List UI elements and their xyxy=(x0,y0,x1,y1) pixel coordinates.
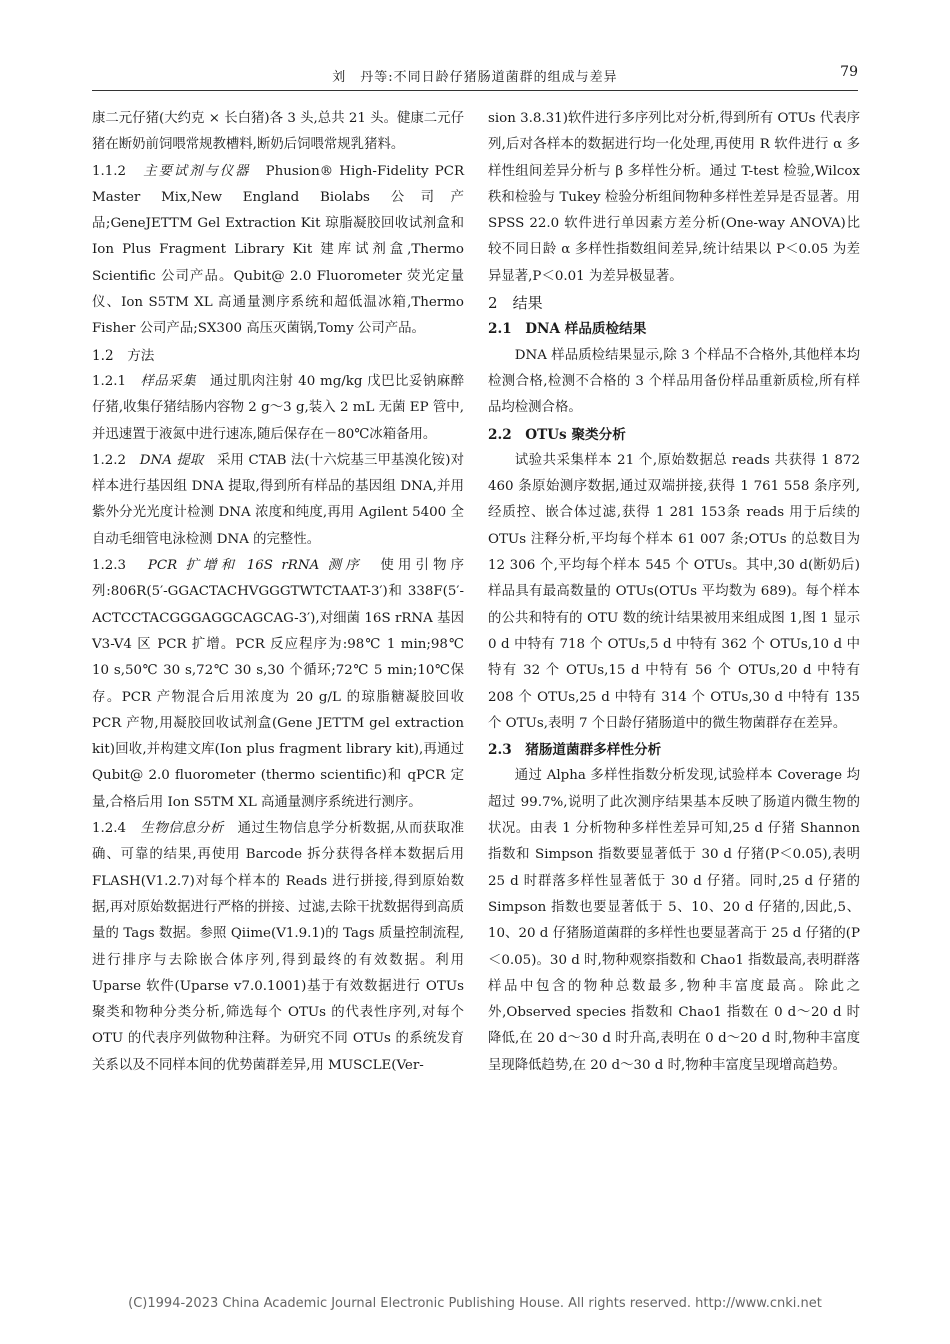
section-title: 样品采集 xyxy=(140,373,197,389)
section-number: 1.2.2 xyxy=(92,452,127,468)
section-title: 生物信息分析 xyxy=(140,821,224,837)
continued-paragraph: sion 3.8.31)软件进行多序列比对分析,得到所有 OTUs 代表序列,后对各样本的数据进行均一化处理,再使用 R 软件进行 α 多样性组间差异分析与 β 多样性分析。通过 T-test 检验,Wilcox 秩和检验与 Tukey 检验分析组间物种多样性差异是否显著。用 SPSS 22.0 软件进行单因素方差分析(One-way ANOVA)比较不同日龄 α 多样性指数组间差异,统计结果以 P＜0.05 为差异显著,P＜0.01 为差异极显著。 xyxy=(488,111,860,284)
section-1-2-4 xyxy=(92,816,464,1079)
section-number: 1.2.3 xyxy=(92,558,127,574)
section-title: OTUs 聚类分析 xyxy=(525,426,626,443)
section-number: 2.2 xyxy=(488,426,512,443)
running-header xyxy=(92,64,858,91)
section-number: 1.1.2 xyxy=(92,163,127,179)
section-number: 1.2 xyxy=(92,347,114,364)
section-2-3-text: 通过 Alpha 多样性指数分析发现,试验样本 Coverage 均超过 99.7%,说明了此次测序结果基本反映了肠道内微生物的状况。由表 1 分析物种多样性差异可知,25 d 仔猪 Shannon 指数和 Simpson 指数要显著低于 30 d 仔猪(P＜0.05),表明 25 d 时群落多样性显著低于 30 d 仔猪。同时,25 d 仔猪的 Simpson 指数也要显著低于 5、10、20 d 仔猪的,因此,5、10、20 d 仔猪肠道菌群的多样性也要显著高于 25 d 仔猪的(P＜0.05)。30 d 时,物种观察指数和 Chao1 指数最高,表明群落样品中包含的物种总数最多,物种丰富度最高。除此之外,Observed species 指数和 Chao1 指数在 0 d～20 d 时降低,在 20 d～30 d 时升高,表明在 0 d～20 d 时,物种丰富度呈现降低趋势,在 20 d～30 d 时,物种丰富度呈现增高趋势。 xyxy=(488,768,860,1073)
section-text: Phusion® High-Fidelity PCR Master Mix,New England Biolabs 公司产品;GeneJETTM Gel Extraction Kit 琼脂凝胶回收试剂盒和 Ion Plus Fragment Library Kit 建库试剂盒,Thermo Scientific 公司产品。Qubit@ 2.0 Fluorometer 荧光定量仪、Ion S5TM XL 高通量测序系统和超低温冰箱,Thermo Fisher 公司产品;SX300 高压灭菌锅,Tomy 公司产品。 xyxy=(92,163,465,337)
section-text: 通过生物信息学分析数据,从而获取准确、可靠的结果,再使用 Barcode 拆分获得各样本数据后用 FLASH(V1.2.7)对每个样本的 Reads 进行拼接,得到原始数据,再对原始数据进行严格的拼接、过滤,去除干扰数据得到高质量的 Tags 数据。参照 Qiime(V1.9.1)的 Tags 质量控制流程,进行排序与去除嵌合体序列,得到最终的有效数据。利用 Uparse 软件(Uparse v7.0.1001)基于有效数据进行 OTUs 聚类和物种分类分析,筛选每个 OTUs 的代表性序列,对每个 OTU 的代表序列做物种注释。为研究不同 OTUs 的系统发育关系以及不同样本间的优势菌群差异,用 MUSCLE(Ver- xyxy=(92,821,465,1073)
section-2-heading xyxy=(488,290,860,316)
section-2-2-heading xyxy=(488,422,860,448)
section-2-3-heading xyxy=(488,737,860,763)
section-number: 2 xyxy=(488,294,498,313)
section-1-1-2 xyxy=(92,159,464,343)
section-number: 1.2.4 xyxy=(92,821,127,837)
section-title: DNA 提取 xyxy=(139,452,204,468)
section-2-1-text: DNA 样品质检结果显示,除 3 个样品不合格外,其他样本均检测合格,检测不合格的 3 个样品用备份样品重新质检,所有样品均检测合格。 xyxy=(488,347,860,416)
section-text: 使用引物序列:806R(5′-GGACTACHVGGGTWTCTAAT-3′)和 338F(5′-ACTCCTACGGGAGGCAGCAG-3′),对细菌 16S rRNA 基因 V3-V4 区 PCR 扩增。PCR 反应程序为:98℃ 1 min;98℃ 10 s,50℃ 30 s,72℃ 30 s,30 个循环;72℃ 5 min;10℃保存。PCR 产物混合后用浓度为 20 g/L 的琼脂糖凝胶回收 PCR 产物,用凝胶回收试剂盒(Gene JETTM gel extraction kit)回收,并构建文库(Ion plus fragment library kit),再通过 Qubit@ 2.0 fluorometer (thermo scientific)和 qPCR 定量,合格后用 Ion S5TM XL 高通量测序系统进行测序。 xyxy=(92,558,465,810)
section-title: 结果 xyxy=(512,294,543,313)
section-title: 猪肠道菌群多样性分析 xyxy=(525,742,662,759)
section-number: 2.1 xyxy=(488,321,512,338)
section-1-2-2 xyxy=(92,448,464,553)
section-1-2-1 xyxy=(92,369,464,448)
section-number: 1.2.1 xyxy=(92,373,127,389)
left-column xyxy=(92,106,464,1079)
page-number: 79 xyxy=(840,64,858,80)
running-title: 刘 丹等:不同日龄仔猪肠道菌群的组成与差异 xyxy=(332,70,618,85)
intro-paragraph: 康二元仔猪(大约克 × 长白猪)各 3 头,总共 21 头。健康二元仔猪在断奶前饲喂常规教槽料,断奶后饲喂常规乳猪料。 xyxy=(92,111,464,153)
section-text: 采用 CTAB 法(十六烷基三甲基溴化铵)对样本进行基因组 DNA 提取,得到所有样品的基因组 DNA,并用紫外分光光度计检测 DNA 浓度和纯度,再用 Agilent 5400 全自动毛细管电泳检测 DNA 的完整性。 xyxy=(92,452,464,547)
section-1-2-3 xyxy=(92,553,464,816)
section-2-1-heading xyxy=(488,316,860,342)
section-title: DNA 样品质检结果 xyxy=(525,321,647,338)
section-number: 2.3 xyxy=(488,742,512,759)
right-column xyxy=(488,106,860,1079)
section-2-2-text: 试验共采集样本 21 个,原始数据总 reads 共获得 1 872 460 条原始测序数据,通过双端拼接,获得 1 761 558 条序列,经质控、嵌合体过滤,获得 1 281 153条 reads 用于后续的 OTUs 注释分析,平均每个样本 61 007 条;OTUs 的总数目为 12 306 个,平均每个样本 545 个 OTUs。其中,30 d(断奶后)样品具有最高数量的 OTUs(OTUs 平均数为 689)。每个样本的公共和特有的 OTU 数的统计结果被用来组成图 1,图 1 显示 0 d 中特有 718 个 OTUs,5 d 中特有 362 个 OTUs,10 d 中特有 32 个 OTUs,15 d 中特有 56 个 OTUs,20 d 中特有 208 个 OTUs,25 d 中特有 314 个 OTUs,30 d 中特有 135 个 OTUs,表明 7 个日龄仔猪肠道中的微生物菌群存在差异。 xyxy=(488,452,860,731)
section-1-2-heading xyxy=(92,343,464,369)
section-title: 主要试剂与仪器 xyxy=(143,163,251,179)
section-title: PCR 扩增和 16S rRNA 测序 xyxy=(147,558,363,574)
section-title: 方法 xyxy=(127,347,155,364)
copyright-footer: (C)1994-2023 China Academic Journal Electronic Publishing House. All rights reserved. http://www.cnki.net xyxy=(128,1296,822,1311)
section-text: 通过肌肉注射 40 mg/kg 戊巴比妥钠麻醉仔猪,收集仔猪结肠内容物 2 g～3 g,装入 2 mL 无菌 EP 管中,并迅速置于液氮中进行速冻,随后保存在－80℃冰箱备用。 xyxy=(92,373,465,442)
